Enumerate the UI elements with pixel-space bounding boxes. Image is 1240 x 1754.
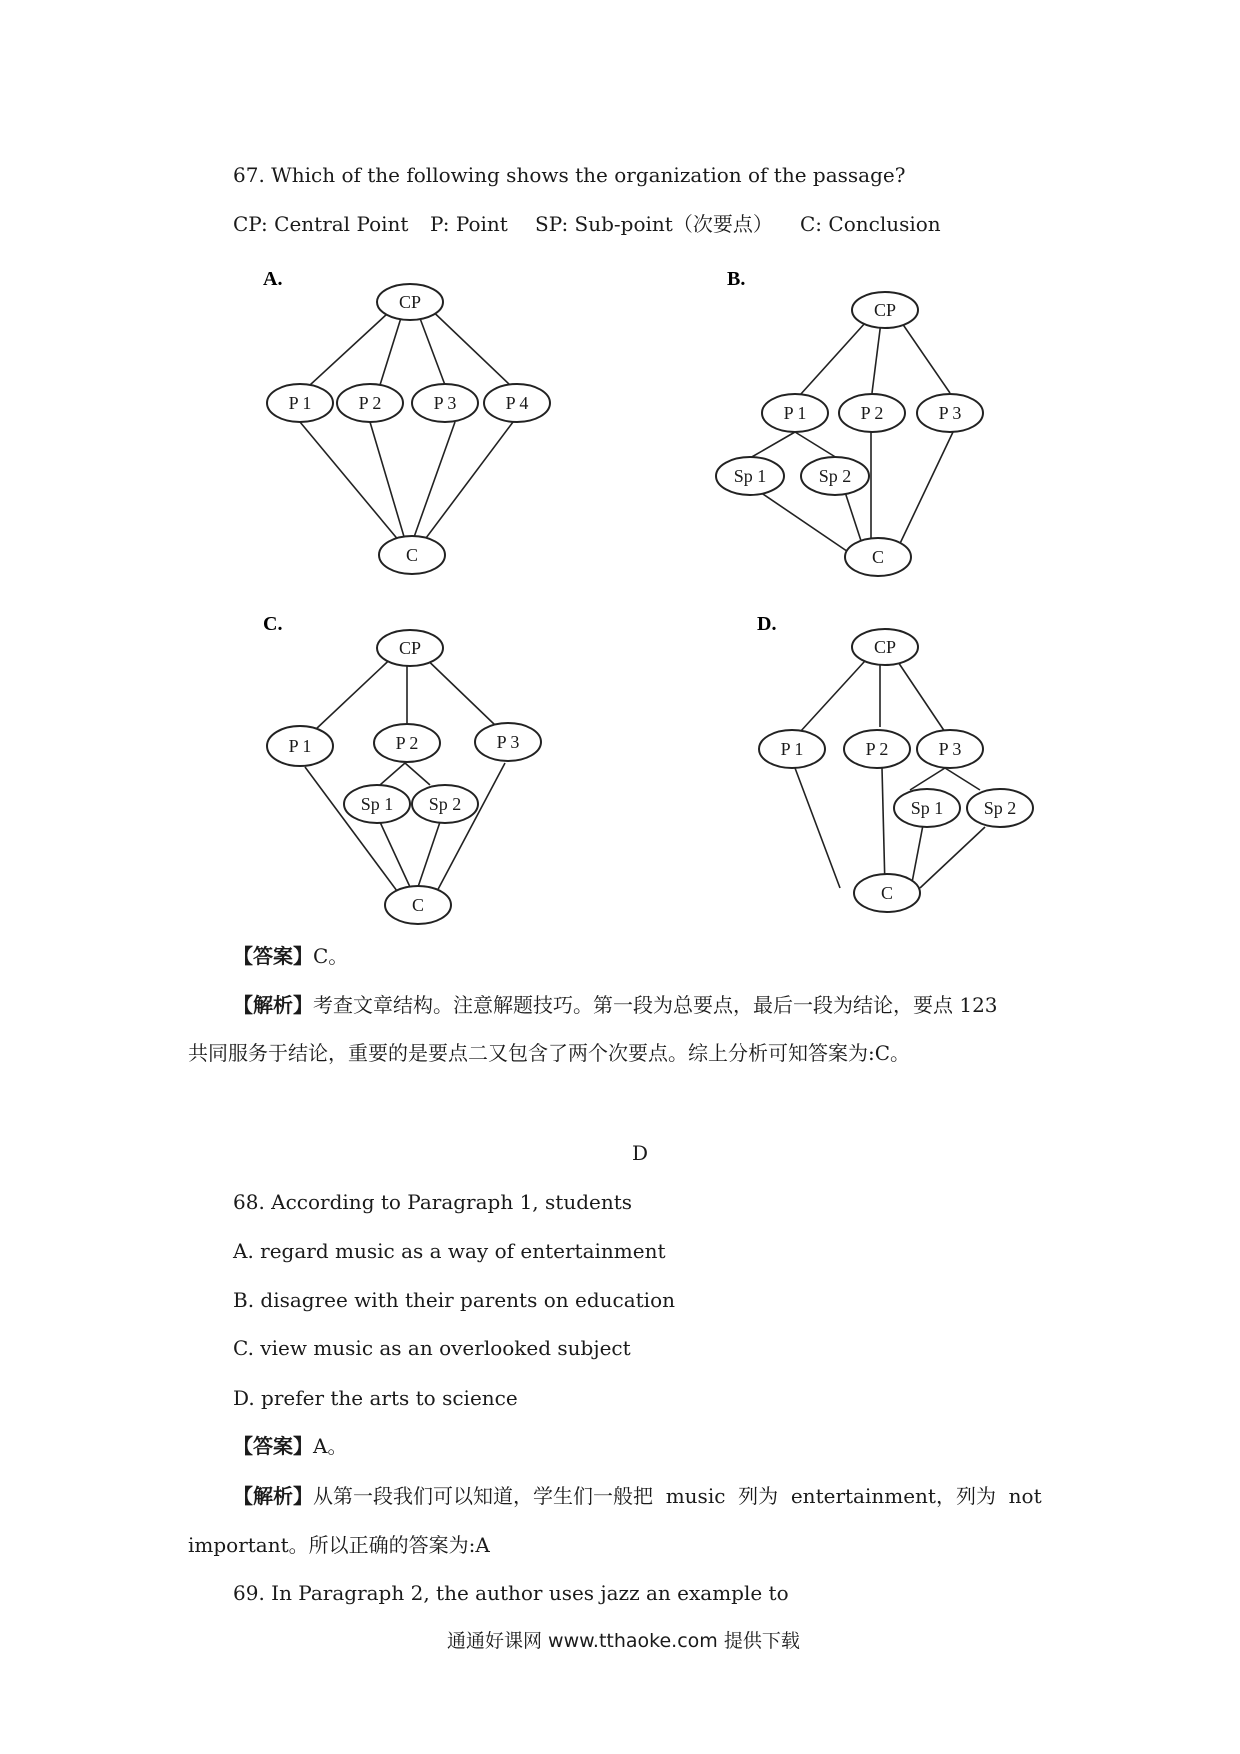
legend-cp: CP: Central Point: [233, 212, 409, 236]
answer-tag: 【答案】: [233, 944, 313, 968]
legend-p: P: Point: [430, 212, 508, 236]
diagram-d: [745, 605, 1065, 935]
diagram-b-label-p3: P 3: [938, 403, 962, 423]
section-heading: D: [632, 1141, 649, 1165]
answer-68: [233, 1436, 347, 1456]
diagram-d-option-label: D.: [757, 613, 777, 635]
diagram-c-label-c: C: [411, 895, 425, 915]
diagram-a-label-p2: P 2: [358, 393, 382, 413]
diagram-c-option-label: C.: [263, 613, 283, 635]
diagram-c-label-sp1: Sp 1: [360, 794, 394, 814]
diagram-b-label-c: C: [871, 547, 885, 567]
analysis-68-line-1: [233, 1486, 1042, 1506]
answer-text: A。: [313, 1434, 348, 1458]
diagram-d-label-p3: P 3: [938, 739, 962, 759]
answer-tag: 【答案】: [233, 1434, 313, 1458]
option-d: D. prefer the arts to science: [233, 1386, 518, 1410]
diagram-d-label-c: C: [880, 883, 894, 903]
option-b: B. disagree with their parents on education: [233, 1288, 675, 1312]
analysis-68-line-2: important。所以正确的答案为:A: [188, 1533, 490, 1557]
diagram-a: [255, 260, 575, 590]
diagram-a-label-p1: P 1: [288, 393, 312, 413]
diagram-c-label-sp2: Sp 2: [428, 794, 462, 814]
option-a: A. regard music as a way of entertainment: [233, 1239, 666, 1263]
answer-67: [233, 946, 348, 966]
question-68: 68. According to Paragraph 1, students: [233, 1190, 633, 1214]
diagram-d-label-sp1: Sp 1: [910, 798, 944, 818]
analysis-tag: 【解析】: [233, 1484, 313, 1508]
footer-watermark: 通通好课网 www.tthaoke.com 提供下载: [447, 1630, 800, 1652]
analysis-67-line-2: 共同服务于结论，重要的是要点二又包含了两个次要点。综上分析可知答案为:C。: [188, 1041, 911, 1065]
diagram-d-label-p2: P 2: [865, 739, 889, 759]
answer-text: C。: [313, 944, 349, 968]
analysis-67-line-1: [233, 995, 998, 1015]
diagram-b-label-cp: CP: [873, 300, 897, 320]
question-67: 67. Which of the following shows the organization of the passage?: [233, 163, 906, 187]
diagram-d-label-p1: P 1: [780, 739, 804, 759]
diagram-a-label-p3: P 3: [433, 393, 457, 413]
analysis-text: 考查文章结构。注意解题技巧。第一段为总要点，最后一段为结论，要点 123: [313, 993, 998, 1017]
diagram-b-label-p2: P 2: [860, 403, 884, 423]
diagram-a-label-p4: P 4: [505, 393, 529, 413]
question-69: 69. In Paragraph 2, the author uses jazz an example to: [233, 1581, 789, 1605]
diagram-b-label-sp2: Sp 2: [818, 466, 852, 486]
legend-sp: SP: Sub-point（次要点）: [535, 212, 773, 236]
option-c: C. view music as an overlooked subject: [233, 1336, 631, 1360]
diagram-b-option-label: B.: [727, 268, 746, 290]
diagram-c-label-p1: P 1: [288, 736, 312, 756]
diagram-c-label-cp: CP: [398, 638, 422, 658]
diagram-a-label-c: C: [405, 545, 419, 565]
legend-c: C: Conclusion: [800, 212, 941, 236]
analysis-text: 从第一段我们可以知道，学生们一般把 music 列为 entertainment，列为 not: [313, 1484, 1042, 1508]
diagram-c-label-p3: P 3: [496, 732, 520, 752]
diagram-d-label-sp2: Sp 2: [983, 798, 1017, 818]
analysis-tag: 【解析】: [233, 993, 313, 1017]
diagram-c-label-p2: P 2: [395, 733, 419, 753]
diagram-b-label-p1: P 1: [783, 403, 807, 423]
diagram-d-label-cp: CP: [873, 637, 897, 657]
diagram-a-label-cp: CP: [398, 292, 422, 312]
diagram-c: [255, 605, 575, 935]
diagram-b-label-sp1: Sp 1: [733, 466, 767, 486]
diagram-b: [715, 260, 1035, 590]
diagram-a-option-label: A.: [263, 268, 283, 290]
